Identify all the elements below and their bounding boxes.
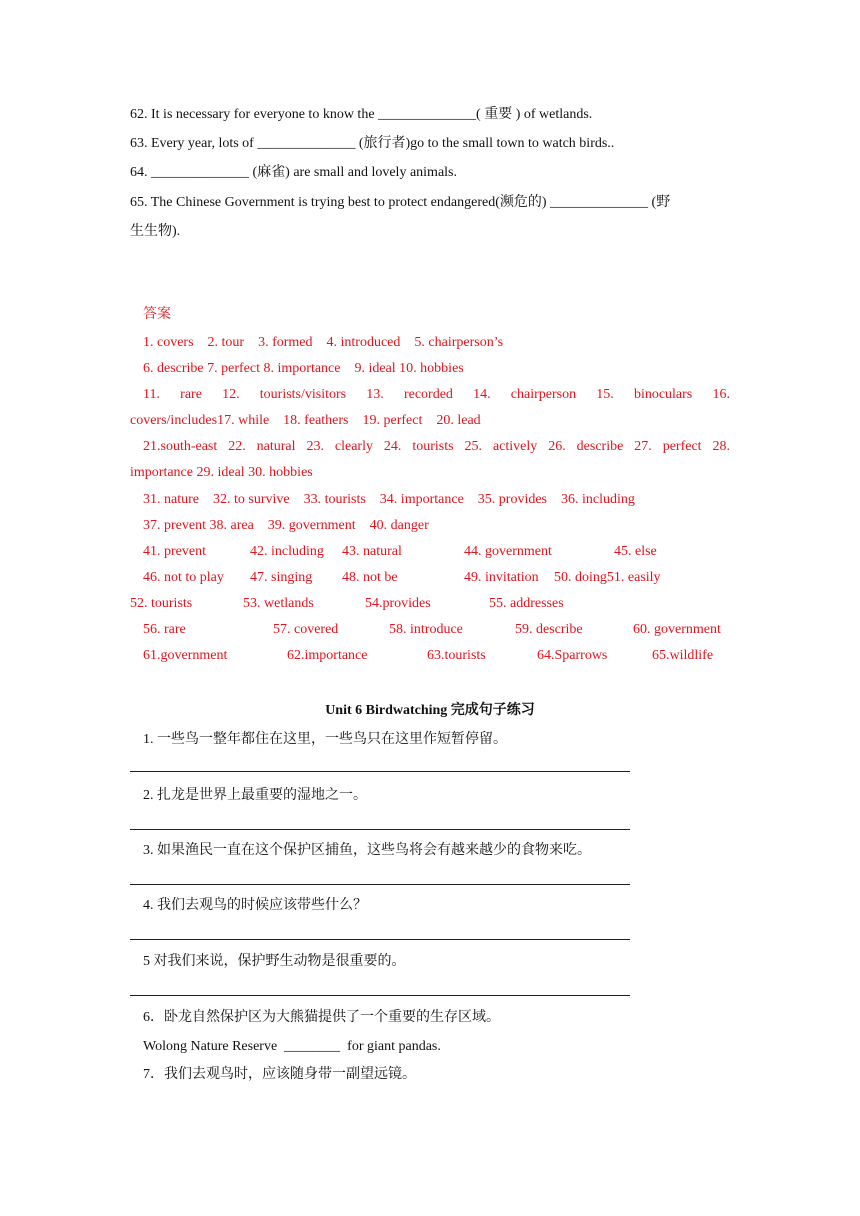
answer-cell: 46. not to play (143, 570, 224, 585)
answer-token: actively (492, 439, 538, 454)
answer-cell: 58. introduce (389, 622, 463, 637)
answer-token: chairperson (510, 387, 577, 402)
answer-row-7: 31. nature 32. to survive 33. tourists 34. importance 35. provides 36. including (143, 492, 635, 507)
answer-cell: 42. including (250, 544, 324, 559)
answer-cell: 55. addresses (489, 596, 564, 611)
answer-cell: 60. government (633, 622, 721, 637)
answer-line (130, 939, 630, 940)
answer-cell: 64.Sparrows (537, 648, 608, 663)
answer-line (130, 771, 630, 772)
answer-token: 21.south-east (143, 439, 218, 454)
answer-token: perfect (662, 439, 702, 454)
answer-cell: 48. not be (342, 570, 398, 585)
answer-token: binoculars (633, 387, 693, 402)
answer-token: describe (576, 439, 624, 454)
answer-token: 23. (306, 439, 324, 454)
answer-cell: 44. government (464, 544, 552, 559)
answer-token: 26. (548, 439, 566, 454)
answer-token: clearly (334, 439, 373, 454)
answer-token: 16. (712, 387, 730, 402)
question-64: 64. ______________ (麻雀) are small and lovely animals. (130, 165, 457, 180)
sentence-6-english: Wolong Nature Reserve ________ for giant pandas. (143, 1039, 441, 1054)
answer-cell: 63.tourists (427, 648, 486, 663)
answer-cell: 41. prevent (143, 544, 206, 559)
answer-token: 25. (464, 439, 483, 454)
answer-row-1: 1. covers 2. tour 3. formed 4. introduced 5. chairperson’s (143, 335, 504, 350)
answer-row-4: covers/includes17. while 18. feathers 19. perfect 20. lead (130, 413, 481, 428)
answer-line (130, 829, 630, 830)
answer-cell: 62.importance (287, 648, 368, 663)
answer-token: recorded (403, 387, 453, 402)
question-63: 63. Every year, lots of ______________ (旅行者)go to the small town to watch birds.. (130, 136, 615, 151)
answer-cell: 50. doing51. easily (554, 570, 661, 585)
answer-token: 15. (596, 387, 614, 402)
answer-cell: 43. natural (342, 544, 402, 559)
answer-cell: 59. describe (515, 622, 583, 637)
question-65-line-1: 65. The Chinese Government is trying best to protect endangered(濒危的) ______________ (野 (130, 195, 671, 210)
answer-token: 12. (222, 387, 240, 402)
sentence-5: 5 对我们来说，保护野生动物是很重要的。 (143, 954, 406, 969)
section-title: Unit 6 Birdwatching 完成句子练习 (325, 703, 535, 718)
answer-token: natural (256, 439, 296, 454)
sentence-2: 2. 扎龙是世界上最重要的湿地之一。 (143, 788, 367, 803)
answer-row-6: importance 29. ideal 30. hobbies (130, 465, 313, 480)
sentence-4: 4. 我们去观鸟的时候应该带些什么？ (143, 898, 367, 913)
answer-token: 14. (473, 387, 491, 402)
answer-cell: 57. covered (273, 622, 339, 637)
answer-cell: 52. tourists (130, 596, 193, 611)
answer-cell: 49. invitation (464, 570, 539, 585)
answer-cell: 56. rare (143, 622, 186, 637)
answer-token: tourists/visitors (259, 387, 347, 402)
answer-token: 28. (712, 439, 730, 454)
sentence-6: 6．卧龙自然保护区为大熊猫提供了一个重要的生存区域。 (143, 1010, 500, 1025)
answer-cell: 47. singing (250, 570, 313, 585)
answer-row-8: 37. prevent 38. area 39. government 40. danger (143, 518, 429, 533)
question-65-line-2: 生生物). (130, 224, 181, 239)
answer-token: rare (180, 387, 202, 402)
answer-token: 22. (228, 439, 246, 454)
answers-heading: 答案 (143, 307, 171, 322)
answer-cell: 65.wildlife (652, 648, 714, 663)
answer-row-2: 6. describe 7. perfect 8. importance 9. ideal 10. hobbies (143, 361, 464, 376)
answer-row-3 (143, 385, 730, 405)
sentence-3: 3. 如果渔民一直在这个保护区捕鱼，这些鸟将会有越来越少的食物来吃。 (143, 843, 591, 858)
question-62: 62. It is necessary for everyone to know the ______________( 重要 ) of wetlands. (130, 107, 593, 122)
answer-token: 27. (634, 439, 652, 454)
answer-token: 13. (366, 387, 384, 402)
answer-token: 24. (383, 439, 402, 454)
answer-line (130, 884, 630, 885)
answer-token: tourists (412, 439, 454, 454)
answer-cell: 61.government (143, 648, 228, 663)
sentence-7: 7．我们去观鸟时，应该随身带一副望远镜。 (143, 1067, 416, 1082)
answer-cell: 53. wetlands (243, 596, 314, 611)
answer-token: 11. (143, 387, 160, 402)
sentence-1: 1. 一些鸟一整年都住在这里，一些鸟只在这里作短暂停留。 (143, 732, 507, 747)
answer-cell: 54.provides (365, 596, 431, 611)
answer-line (130, 995, 630, 996)
answer-row-5 (143, 437, 730, 457)
answer-cell: 45. else (614, 544, 657, 559)
